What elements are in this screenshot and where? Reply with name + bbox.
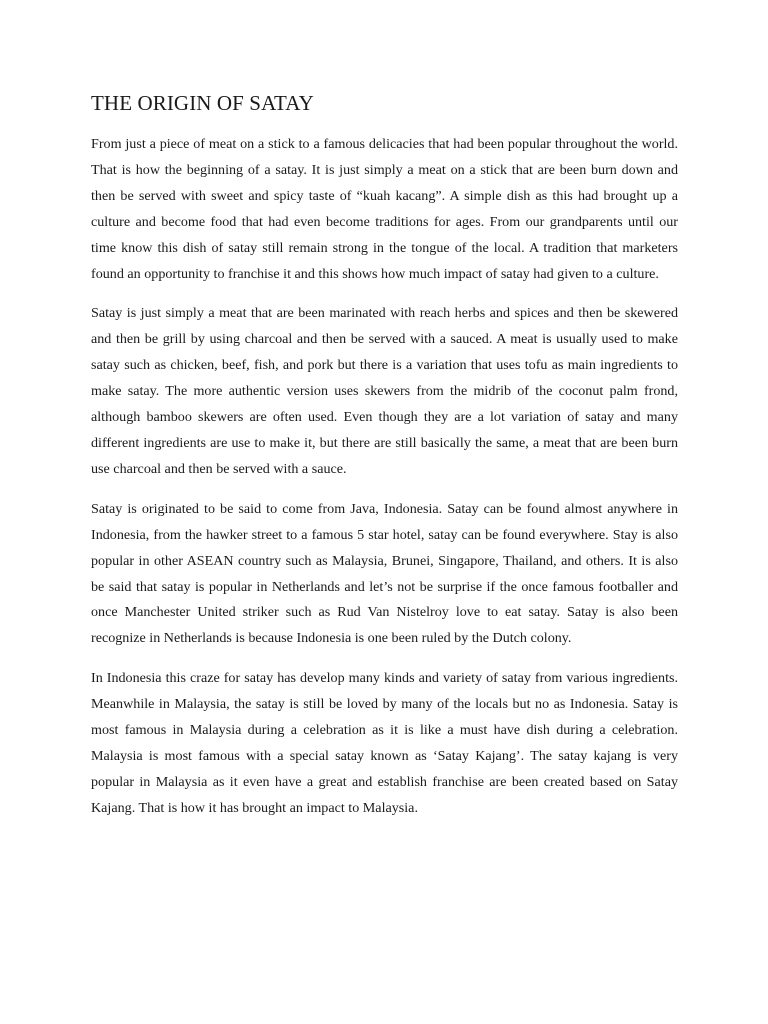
paragraph-4: In Indonesia this craze for satay has develop many kinds and variety of satay from various ingredients. Meanwhile in Malaysia, the satay is still be loved by many of the locals but no as Indonesia. Satay is most famous in Malaysia during a celebration as it is like a must have dish during a celebration. Malaysia is most famous with a special satay known as ‘Satay Kajang’. The satay kajang is very popular in Malaysia as it even have a great and establish franchise are been created based on Satay Kajang. That is how it has brought an impact to Malaysia. — [91, 670, 678, 816]
paragraph-3: Satay is originated to be said to come from Java, Indonesia. Satay can be found almost anywhere in Indonesia, from the hawker street to a famous 5 star hotel, satay can be found everywhere. Stay is also popular in other ASEAN country such as Malaysia, Brunei, Singapore, Thailand, and others. It is also be said that satay is popular in Netherlands and let’s not be surprise if the once famous footballer and once Manchester United striker such as Rud Van Nistelroy love to eat satay. Satay is also been recognize in Netherlands is because Indonesia is one been ruled by the Dutch colony. — [91, 500, 678, 647]
document-page — [91, 88, 678, 836]
paragraph-2: Satay is just simply a meat that are been marinated with reach herbs and spices and then be skewered and then be grill by using charcoal and then be served with a sauced. A meat is usually used to make satay such as chicken, beef, fish, and pork but there is a variation that uses tofu as main ingredients to make satay. The more authentic version uses skewers from the midrib of the coconut palm frond, although bamboo skewers are often used. Even though they are a lot variation of satay and many different ingredients are use to make it, but there are still basically the same, a meat that are been burn use charcoal and then be served with a sauce. — [91, 305, 678, 477]
paragraph-1: From just a piece of meat on a stick to a famous delicacies that had been popular throughout the world. That is how the beginning of a satay. It is just simply a meat on a stick that are been burn down and then be served with sweet and spicy taste of “kuah kacang”. A simple dish as this had brought up a culture and become food that had even become traditions for ages. From our grandparents until our time know this dish of satay still remain strong in the tongue of the local. A tradition that marketers found an opportunity to franchise it and this shows how much impact of satay had given to a culture. — [91, 136, 678, 282]
document-title: THE ORIGIN OF SATAY — [91, 91, 314, 115]
